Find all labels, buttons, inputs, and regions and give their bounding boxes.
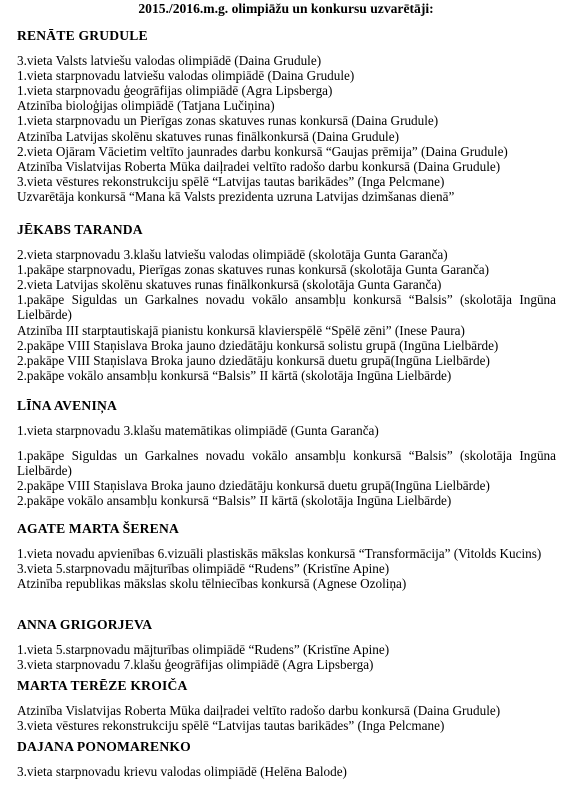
achievement-line: Atzinība Vislatvijas Roberta Mūka daiļradei veltīto radošo darbu konkursā (Daina Grudule): [17, 158, 501, 174]
achievement-line: 1.vieta 5.starpnovadu mājturības olimpiādē “Rudens” (Kristīne Apine): [17, 642, 390, 658]
winner-block: [17, 617, 556, 672]
achievement-line: 2.pakāpe VIII Staņislava Broka jauno dziedātāju konkursā duetu grupā(Ingūna Lielbārde): [17, 352, 490, 368]
achievement-line: 3.vieta Valsts latviešu valodas olimpiādē (Daina Grudule): [17, 53, 322, 69]
achievement-line: 3.vieta vēstures rekonstrukciju spēlē “Latvijas tautas barikādes” (Inga Pelcmane): [17, 173, 445, 189]
achievement-line: Atzinība bioloģijas olimpiādē (Tatjana Lučiņina): [17, 98, 275, 114]
achievement-line: 3.vieta starpnovadu krievu valodas olimpiādē (Helēna Balode): [17, 764, 347, 780]
achievement-line: 1.vieta starpnovadu latviešu valodas olimpiādē (Daina Grudule): [17, 68, 355, 84]
achievement-line: 3.vieta vēstures rekonstrukciju spēlē “Latvijas tautas barikādes” (Inga Pelcmane): [17, 718, 445, 734]
achievement-line: 1.pakāpe starpnovadu, Pierīgas zonas skatuves runas konkursā (skolotāja Gunta Garanča): [17, 262, 490, 278]
achievement-line: 2.vieta Ojāram Vācietim veltīto jaunrades darbu konkursā “Gaujas prēmija” (Daina Grudule): [17, 143, 508, 159]
winner-name: ANNA GRIGORJEVA: [17, 617, 153, 632]
document-title: 2015./2016.m.g. olimpiāžu un konkursu uzvarētāji:: [138, 1, 434, 16]
achievement-line: 2.pakāpe VIII Staņislava Broka jauno dziedātāju konkursā solistu grupā (Ingūna Lielbārde): [17, 337, 499, 353]
achievement-line: 2.vieta Latvijas skolēnu skatuves runas finālkonkursā (skolotāja Gunta Garanča): [17, 277, 442, 293]
achievement-line: Atzinība Vislatvijas Roberta Mūka daiļradei veltīto radošo darbu konkursā (Daina Grudule): [17, 703, 501, 719]
winner-name: LĪNA AVENIŅA: [17, 398, 117, 413]
achievement-line: 2.vieta starpnovadu 3.klašu latviešu valodas olimpiādē (skolotāja Gunta Garanča): [17, 247, 448, 263]
achievement-line: 2.pakāpe vokālo ansambļu konkursā “Balsis” II kārtā (skolotāja Ingūna Lielbārde): [17, 493, 452, 509]
achievement-line: Uzvarētāja konkursā “Mana kā Valsts prezidenta uzruna Latvijas dzimšanas dienā”: [17, 188, 455, 204]
achievement-line: Atzinība Latvijas skolēnu skatuves runas finālkonkursā (Daina Grudule): [17, 128, 399, 144]
achievement-line: 1.vieta starpnovadu un Pierīgas zonas skatuves runas konkursā (Daina Grudule): [17, 113, 439, 129]
achievement-line: 2.pakāpe VIII Staņislava Broka jauno dziedātāju konkursā duetu grupā(Ingūna Lielbārde): [17, 478, 490, 494]
winner-name: MARTA TERĒZE KROIČA: [17, 678, 188, 693]
achievement-line: Atzinība republikas mākslas skolu tēlniecības konkursā (Agnese Ozoliņa): [17, 576, 407, 592]
winner-block: [17, 678, 556, 733]
achievement-line: 1.vieta starpnovadu ģeogrāfijas olimpiādē (Agra Lipsberga): [17, 83, 333, 99]
winner-name: AGATE MARTA ŠERENA: [17, 521, 179, 536]
winner-block: [17, 739, 556, 779]
achievement-line: 1.pakāpe Siguldas un Garkalnes novadu vokālo ansambļu konkursā “Balsis” (skolotāja Ingūna Lielbārde): [17, 292, 556, 323]
achievement-line: 2.pakāpe vokālo ansambļu konkursā “Balsis” II kārtā (skolotāja Ingūna Lielbārde): [17, 367, 452, 383]
winner-block: [17, 398, 556, 509]
winner-block: [17, 222, 556, 383]
winner-block: [17, 521, 556, 591]
winner-name: RENĀTE GRUDULE: [17, 28, 148, 43]
winner-block: [17, 28, 556, 204]
achievement-line: 1.vieta starpnovadu 3.klašu matemātikas olimpiādē (Gunta Garanča): [17, 423, 379, 439]
achievement-line: 3.vieta 5.starpnovadu mājturības olimpiādē “Rudens” (Kristīne Apine): [17, 561, 390, 577]
achievement-line: Atzinība III starptautiskajā pianistu konkursā klavierspēlē “Spēlē zēni” (Inese Paura): [17, 322, 465, 338]
winner-name: JĒKABS TARANDA: [17, 222, 143, 237]
achievement-line: 1.pakāpe Siguldas un Garkalnes novadu vokālo ansambļu konkursā “Balsis” (skolotāja Ingūna Lielbārde): [17, 448, 556, 479]
winner-name: DAJANA PONOMARENKO: [17, 739, 191, 754]
achievement-line: 3.vieta starpnovadu 7.klašu ģeogrāfijas olimpiādē (Agra Lipsberga): [17, 657, 374, 673]
achievement-line: 1.vieta novadu apvienības 6.vizuāli plastiskās mākslas konkursā “Transformācija” (Vitolds Kucins): [17, 546, 542, 562]
